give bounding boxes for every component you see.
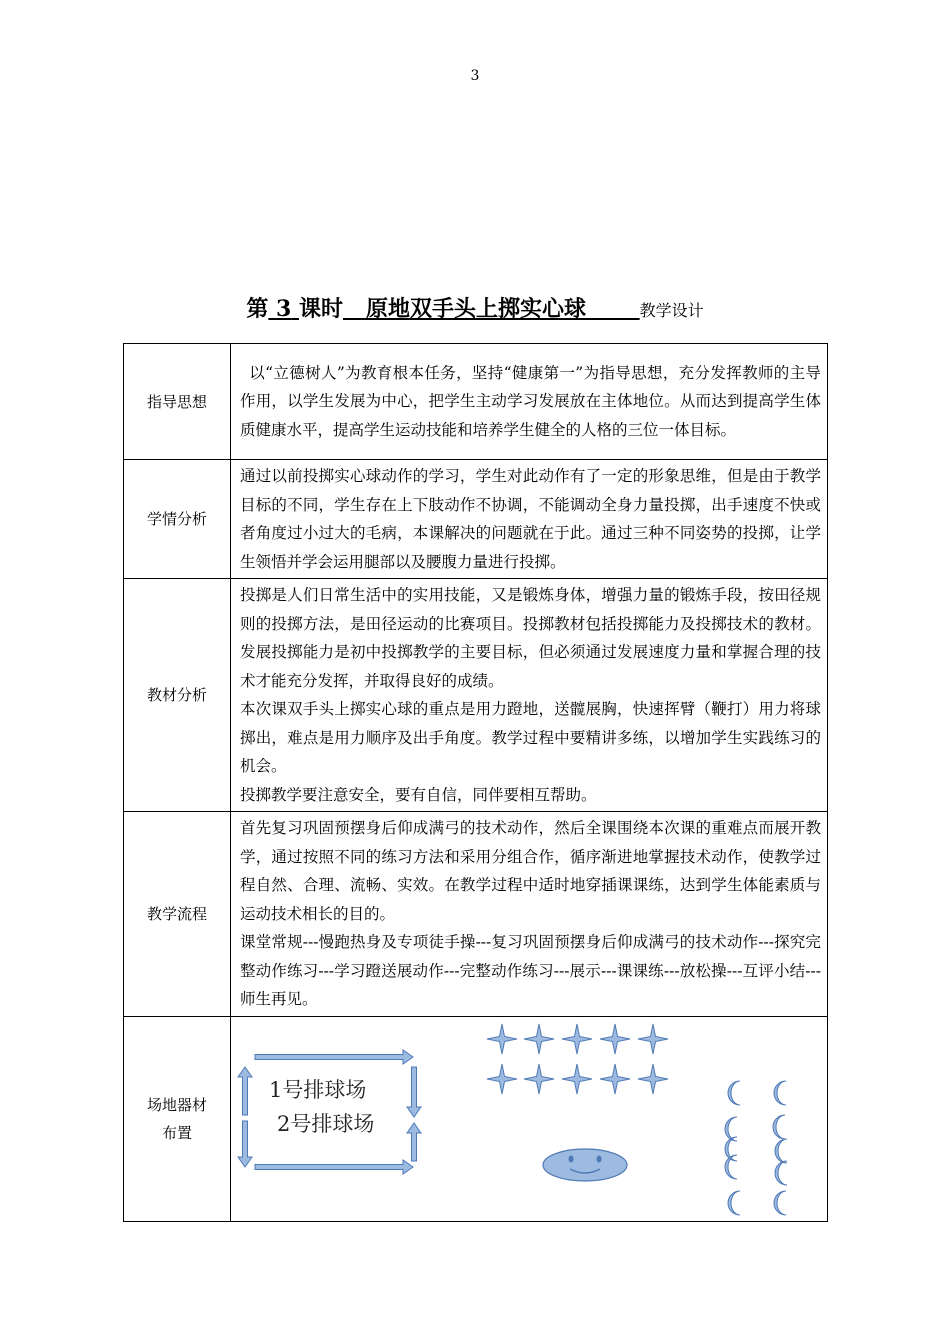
star-marker	[524, 1024, 554, 1054]
title-prefix: 第	[246, 296, 269, 322]
title-lesson-number: 3	[276, 296, 292, 322]
row-content	[231, 579, 828, 812]
lesson-design-table	[123, 343, 828, 1222]
table-row	[124, 579, 828, 812]
row-label: 教材分析	[124, 579, 231, 812]
row-content	[231, 812, 828, 1017]
star-marker	[600, 1064, 630, 1094]
star-marker	[638, 1064, 668, 1094]
paragraph: 以“立德树人”为教育根本任务，坚持“健康第一”为指导思想，充分发挥教师的主导作用，以学生发展为中心，把学生主动学习发展放在主体地位。从而达到提高学生体质健康水平，提高学生运动技能和培养学生健全的人格的三位一体目标。	[240, 363, 821, 439]
paragraph: 投掷是人们日常生活中的实用技能，又是锻炼身体，增强力量的锻炼手段，按田径规则的投掷方法，是田径运动的比赛项目。投掷教材包括投掷能力及投掷技术的教材。发展投掷能力是初中投掷教学的主要目标，但必须通过发展速度力量和掌握合理的技术才能充分发挥，并取得良好的成绩。	[240, 586, 821, 690]
paragraph: 课堂常规---慢跑热身及专项徒手操---复习巩固预摆身后仰成满弓的技术动作---探究完整动作练习---学习蹬送展动作---完整动作练习---展示---课课练---放松操---互评小结---师生再见。	[240, 933, 821, 1008]
page-title	[0, 292, 950, 323]
court-1-label: 1号排球场	[269, 1077, 367, 1102]
venue-label-line2: 布置	[161, 1123, 192, 1142]
crescent-marker	[725, 1155, 737, 1179]
court-2-label: 2号排球场	[277, 1111, 375, 1136]
crescent-marker	[728, 1191, 740, 1215]
table-row	[124, 460, 828, 579]
row-content	[231, 344, 828, 460]
court-arrow	[238, 1121, 252, 1167]
row-label: 教学流程	[124, 812, 231, 1017]
paragraph: 投掷教学要注意安全，要有自信，同伴要相互帮助。	[240, 785, 597, 804]
crescent-marker	[775, 1161, 787, 1185]
table-row	[124, 344, 828, 460]
paragraph: 首先复习巩固预摆身后仰成满弓的技术动作，然后全课围绕本次课的重难点而展开教学，通过按照不同的练习方法和采用分组合作，循序渐进地掌握技术动作，使教学过程自然、合理、流畅、实效。在教学过程中适时地穿插课课练，达到学生体能素质与运动技术相长的目的。	[240, 819, 821, 923]
star-marker	[487, 1064, 517, 1094]
star-marker	[562, 1024, 592, 1054]
venue-label-line1: 场地器材	[146, 1095, 207, 1114]
star-marker	[487, 1024, 517, 1054]
paragraph: 本次课双手头上掷实心球的重点是用力蹬地，送髋展胸，快速挥臂（鞭打）用力将球掷出，难点是用力顺序及出手角度。教学过程中要精讲多练，以增加学生实践练习的机会。	[240, 700, 821, 775]
row-content	[231, 460, 828, 579]
teacher-smiley-icon	[543, 1149, 627, 1181]
crescent-marker	[774, 1191, 786, 1215]
court-arrow	[255, 1050, 413, 1064]
title-suffix: 课时	[299, 296, 344, 322]
title-design-label: 教学设计	[639, 301, 704, 320]
venue-layout-drawing	[231, 1017, 831, 1221]
row-label: 学情分析	[124, 460, 231, 579]
star-marker	[600, 1024, 630, 1054]
star-marker	[638, 1024, 668, 1054]
star-marker	[562, 1064, 592, 1094]
crescent-marker	[775, 1139, 787, 1163]
star-marker	[524, 1064, 554, 1094]
court-arrow	[407, 1067, 421, 1117]
title-topic: 原地双手头上掷实心球	[366, 296, 587, 322]
student-crescent-markers	[725, 1081, 787, 1215]
court-arrow	[255, 1160, 413, 1174]
crescent-marker	[773, 1115, 785, 1139]
court-arrow	[238, 1067, 252, 1115]
row-label: 指导思想	[124, 344, 231, 460]
table-row	[124, 1016, 828, 1221]
venue-diagram-cell	[231, 1016, 828, 1221]
page-number: 3	[470, 68, 480, 84]
student-star-markers	[487, 1024, 668, 1094]
crescent-marker	[774, 1081, 786, 1105]
table-row	[124, 812, 828, 1017]
court-arrow	[407, 1123, 421, 1161]
row-label	[124, 1016, 231, 1221]
crescent-marker	[728, 1081, 740, 1105]
paragraph: 通过以前投掷实心球动作的学习，学生对此动作有了一定的形象思维，但是由于教学目标的不同，学生存在上下肢动作不协调，不能调动全身力量投掷，出手速度不快或者角度过小过大的毛病，本课解决的问题就在于此。通过三种不同姿势的投掷，让学生领悟并学会运用腿部以及腰腹力量进行投掷。	[240, 467, 821, 571]
venue-diagram	[231, 1017, 827, 1221]
